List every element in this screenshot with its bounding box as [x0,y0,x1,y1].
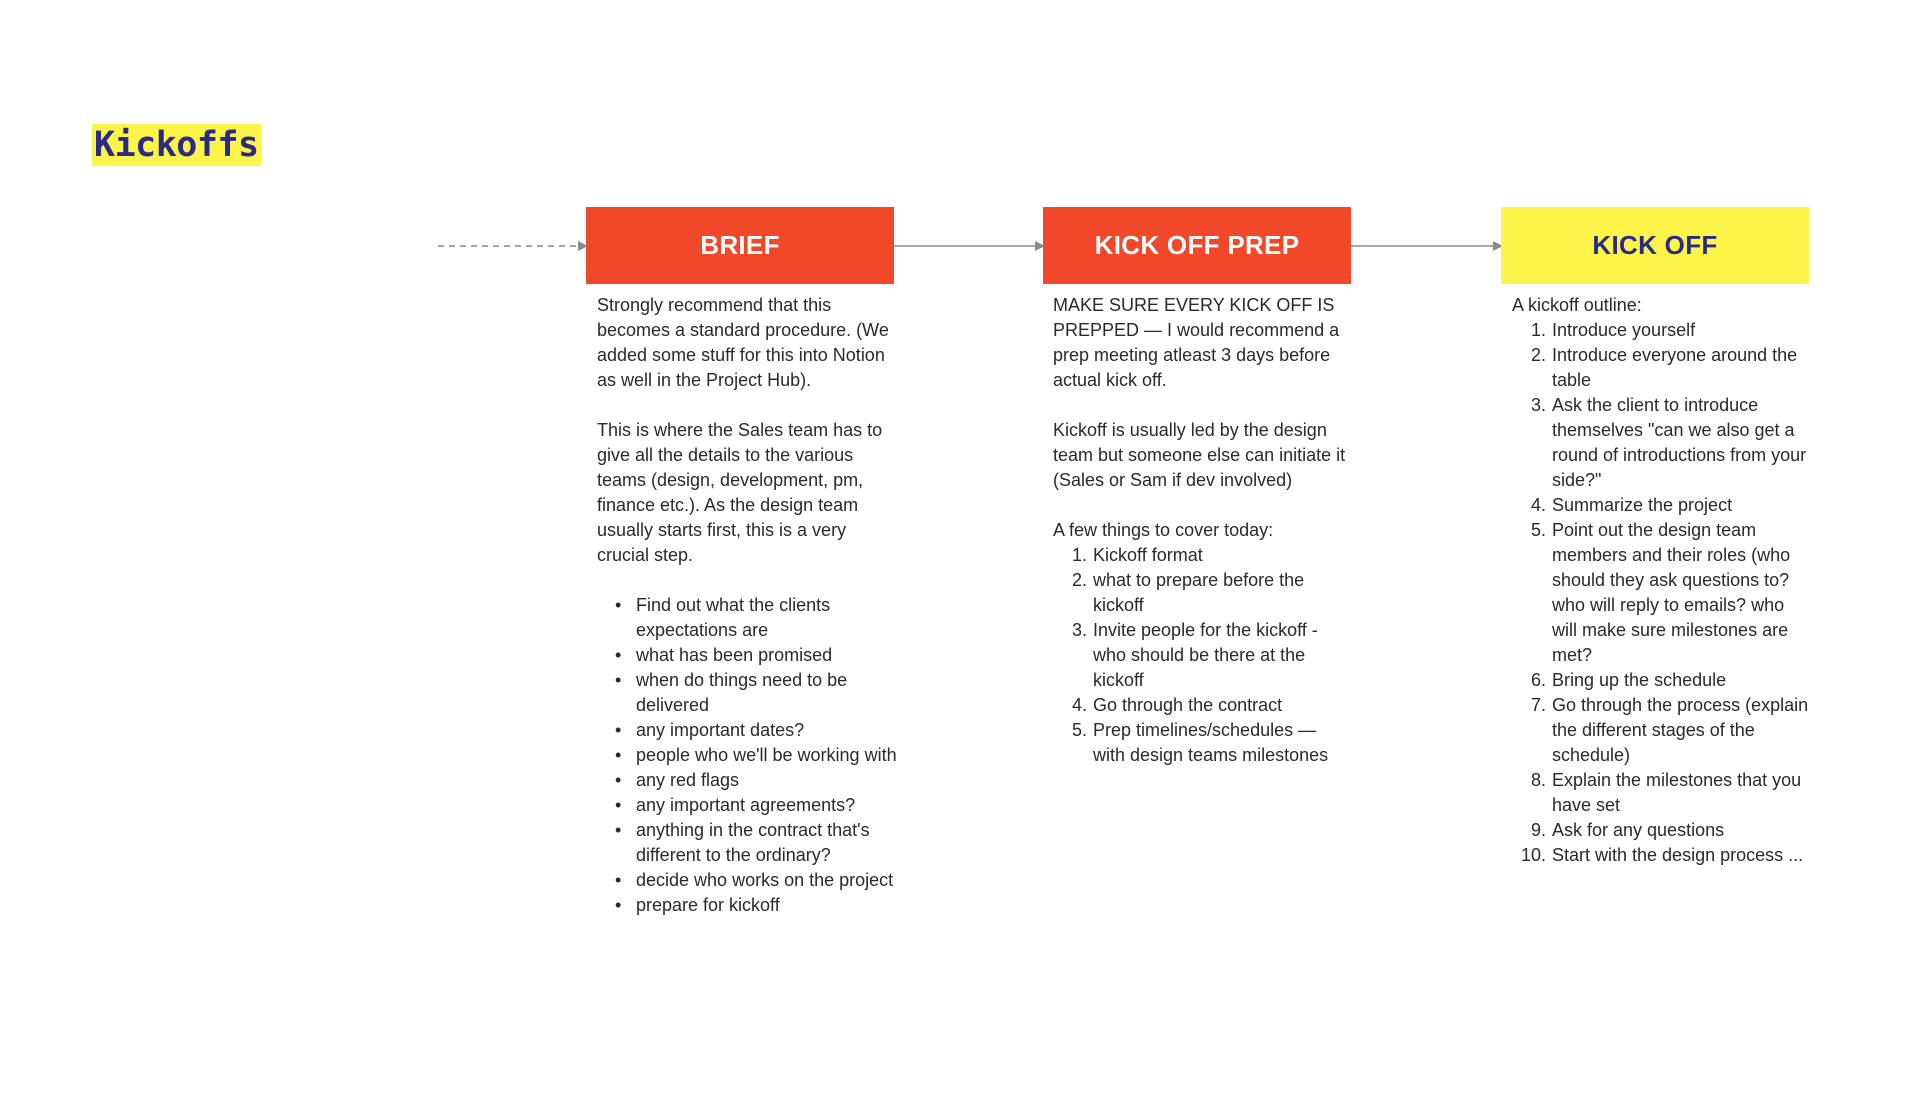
brief-paragraph: Strongly recommend that this becomes a standard procedure. (We added some stuff for this into Notion as well in the Project Hub). [597,295,889,390]
kickoff-list-intro: A kickoff outline: [1512,295,1642,315]
list-item: • decide who works on the project [597,868,897,893]
brief-paragraph: This is where the Sales team has to give all the details to the various teams (design, development, pm, finance etc.). As the design team usually starts first, this is a very crucial step. [597,420,883,565]
list-number: 6. [1530,670,1546,690]
list-item [1512,343,1812,393]
list-number: 2. [1530,345,1546,365]
list-item [1053,693,1353,718]
list-item-text: Go through the process (explain the different stages of the schedule) [1552,695,1809,765]
list-item [1512,693,1812,768]
kickoff-numbered-list [1512,318,1812,868]
prep-list-intro: A few things to cover today: [1053,520,1274,540]
list-item-text: Invite people for the kickoff - who should be there at the kickoff [1093,620,1318,690]
list-item [1512,493,1812,518]
brief-bullet-list [597,593,897,918]
list-item-text: Point out the design team members and their roles (who should they ask questions to? who will reply to emails? who will make sure milestones are met? [1552,520,1791,665]
list-number: 3. [1071,620,1087,640]
kick-off-notes [1512,293,1812,868]
list-item [1512,318,1812,343]
list-item: • any red flags [597,768,897,793]
list-item-text: Introduce everyone around the table [1552,345,1798,390]
prep-paragraph: MAKE SURE EVERY KICK OFF IS PREPPED — I would recommend a prep meeting atleast 3 days before actual kick off. [1053,295,1340,390]
list-item [1053,568,1353,618]
list-item-text: Explain the milestones that you have set [1552,770,1802,815]
stage-box-kick-off: KICK OFF [1501,207,1809,284]
list-item-text: Prep timelines/schedules — with design teams milestones [1093,720,1329,765]
list-item [1512,843,1812,868]
list-item-text: Ask for any questions [1552,820,1725,840]
list-item [1512,393,1812,493]
list-item-text: Go through the contract [1093,695,1283,715]
list-item-text: Introduce yourself [1552,320,1696,340]
list-item-text: Bring up the schedule [1552,670,1727,690]
list-number: 2. [1071,570,1087,590]
list-item [1053,718,1353,768]
list-item: • when do things need to be delivered [597,668,897,718]
list-number: 9. [1530,820,1546,840]
list-item: • anything in the contract that's different to the ordinary? [597,818,897,868]
list-number: 3. [1530,395,1546,415]
list-item: • any important agreements? [597,793,897,818]
list-item: • people who we'll be working with [597,743,897,768]
prep-numbered-list [1053,543,1353,768]
list-item: • any important dates? [597,718,897,743]
list-number: 1. [1071,545,1087,565]
list-number: 5. [1530,520,1546,540]
list-number: 4. [1530,495,1546,515]
page-title: Kickoffs [94,125,259,165]
list-item-text: Start with the design process ... [1552,845,1804,865]
list-item: • prepare for kickoff [597,893,897,918]
list-number: 8. [1530,770,1546,790]
list-item [1512,768,1812,818]
list-item: • what has been promised [597,643,897,668]
list-item [1512,518,1812,668]
list-number: 5. [1071,720,1087,740]
list-item-text: Summarize the project [1552,495,1733,515]
brief-notes [597,293,897,918]
list-item [1053,543,1353,568]
stage-box-kick-off-prep: KICK OFF PREP [1043,207,1351,284]
list-item-text: Ask the client to introduce themselves "can we also get a round of introductions from your side?" [1552,395,1807,490]
list-item [1512,818,1812,843]
list-item-text: what to prepare before the kickoff [1093,570,1305,615]
prep-paragraph: Kickoff is usually led by the design team but someone else can initiate it (Sales or Sam if dev involved) [1053,420,1346,490]
list-number: 1. [1530,320,1546,340]
list-item [1053,618,1353,693]
list-item: • Find out what the clients expectations are [597,593,897,643]
list-number: 7. [1530,695,1546,715]
list-item-text: Kickoff format [1093,545,1203,565]
list-number: 4. [1071,695,1087,715]
kick-off-prep-notes [1053,293,1353,768]
list-item [1512,668,1812,693]
list-number: 10. [1520,845,1546,865]
stage-box-brief: BRIEF [586,207,894,284]
